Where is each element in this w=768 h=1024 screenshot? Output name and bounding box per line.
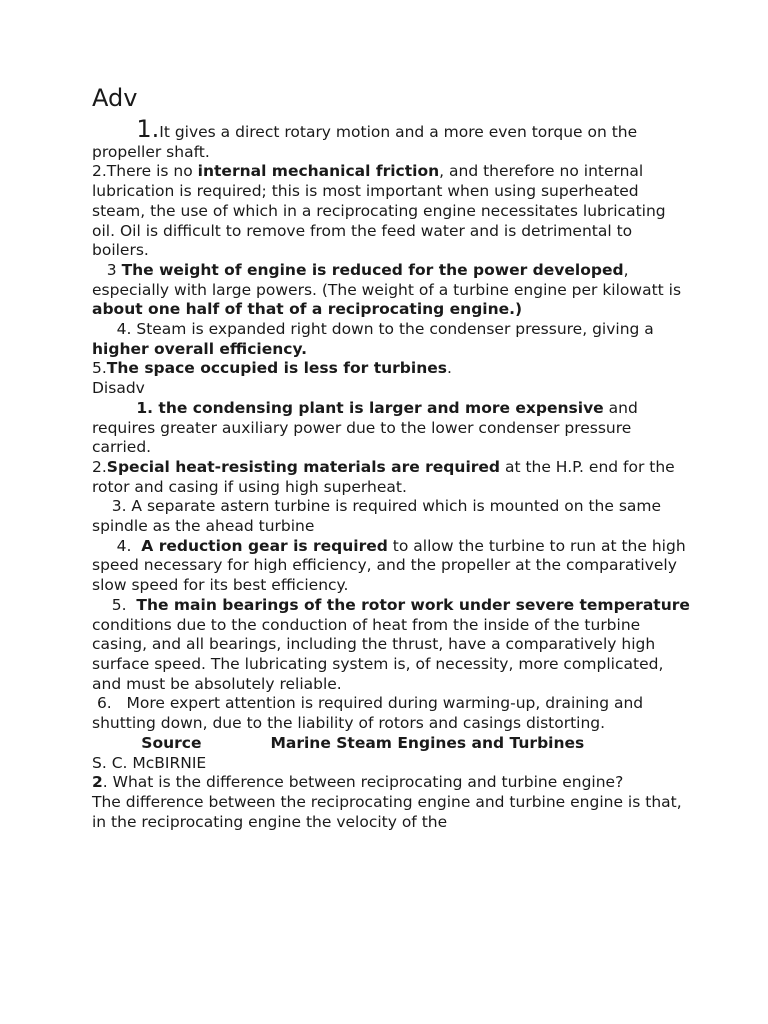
adv-item-4-bold: higher overall efficiency. xyxy=(92,339,308,358)
question-2-number: 2 xyxy=(92,773,103,792)
section-label-disadv: Disadv xyxy=(92,379,145,398)
disadv-item-5-number: 5. xyxy=(111,595,137,614)
question-2-text: . What is the difference between reciprocating and turbine engine? xyxy=(102,773,624,792)
adv-item-5-bold: The space occupied is less for turbines xyxy=(106,359,447,378)
document-body xyxy=(92,115,695,832)
question-2-answer: The difference between the reciprocating engine and turbine engine is that, in the reciprocating engine the velocity of the xyxy=(92,792,687,831)
adv-item-3-text: , especially with large powers. (The weight of a turbine engine per kilowatt is xyxy=(92,260,686,299)
source-book-title: Marine Steam Engines and Turbines xyxy=(270,733,585,752)
disadv-item-4-bold: A reduction gear is required xyxy=(141,536,388,555)
adv-item-2-text-b: , and therefore no internal lubrication is required; this is most important when using superheated steam, the use of which in a reciprocating engine necessitates lubricating oil. Oil is difficult to remove from the feed water and is detrimental to boilers. xyxy=(92,162,671,260)
disadv-item-2-number: 2. xyxy=(92,457,107,476)
disadv-item-3-text: 3. A separate astern turbine is required which is mounted on the same spindle as the ahead turbine xyxy=(92,497,666,536)
disadv-item-5-bold: The main bearings of the rotor work under severe temperature xyxy=(136,595,690,614)
adv-item-3-bold-b: about one half of that of a reciprocating engine.) xyxy=(92,300,523,319)
disadv-item-2-text: at the H.P. end for the rotor and casing if using high superheat. xyxy=(92,457,680,496)
adv-item-2-bold: internal mechanical friction xyxy=(197,162,440,181)
adv-item-4-text: Steam is expanded right down to the condenser pressure, giving a xyxy=(136,320,659,339)
adv-item-4-number: 4. xyxy=(116,320,137,339)
disadv-item-4-number: 4. xyxy=(116,536,142,555)
disadv-item-4-text: to allow the turbine to run at the high speed necessary for high efficiency, and the propeller at the comparatively slow speed for its best efficiency. xyxy=(92,536,691,595)
adv-item-3-bold-a: The weight of engine is reduced for the power developed xyxy=(121,260,624,279)
disadv-item-1-text: and requires greater auxiliary power due to the lower condenser pressure carried. xyxy=(92,398,643,457)
disadv-item-1-bold: 1. the condensing plant is larger and more expensive xyxy=(136,398,604,417)
adv-item-2-text-a: There is no xyxy=(106,162,198,181)
disadv-item-5-text: conditions due to the conduction of heat from the inside of the turbine casing, and all bearings, including the thrust, have a comparatively high surface speed. The lubricating system is, of necessity, more complicated, and must be absolutely reliable. xyxy=(92,595,695,693)
adv-item-2-number: 2. xyxy=(92,162,107,181)
disadv-item-2-bold: Special heat-resisting materials are required xyxy=(106,457,501,476)
source-label: Source xyxy=(141,733,202,752)
adv-item-3-number: 3 xyxy=(106,260,122,279)
adv-item-1-number: 1. xyxy=(136,115,160,143)
source-author: S. C. McBIRNIE xyxy=(92,753,207,772)
disadv-item-6-text: 6. More expert attention is required during warming-up, draining and shutting down, due to the liability of rotors and casings distorting. xyxy=(92,694,649,733)
adv-item-5-number: 5. xyxy=(92,359,107,378)
adv-item-5-text: . xyxy=(446,359,452,378)
adv-item-1-text: It gives a direct rotary motion and a more even torque on the propeller shaft. xyxy=(92,123,643,161)
section-title-adv: Adv xyxy=(92,84,138,112)
